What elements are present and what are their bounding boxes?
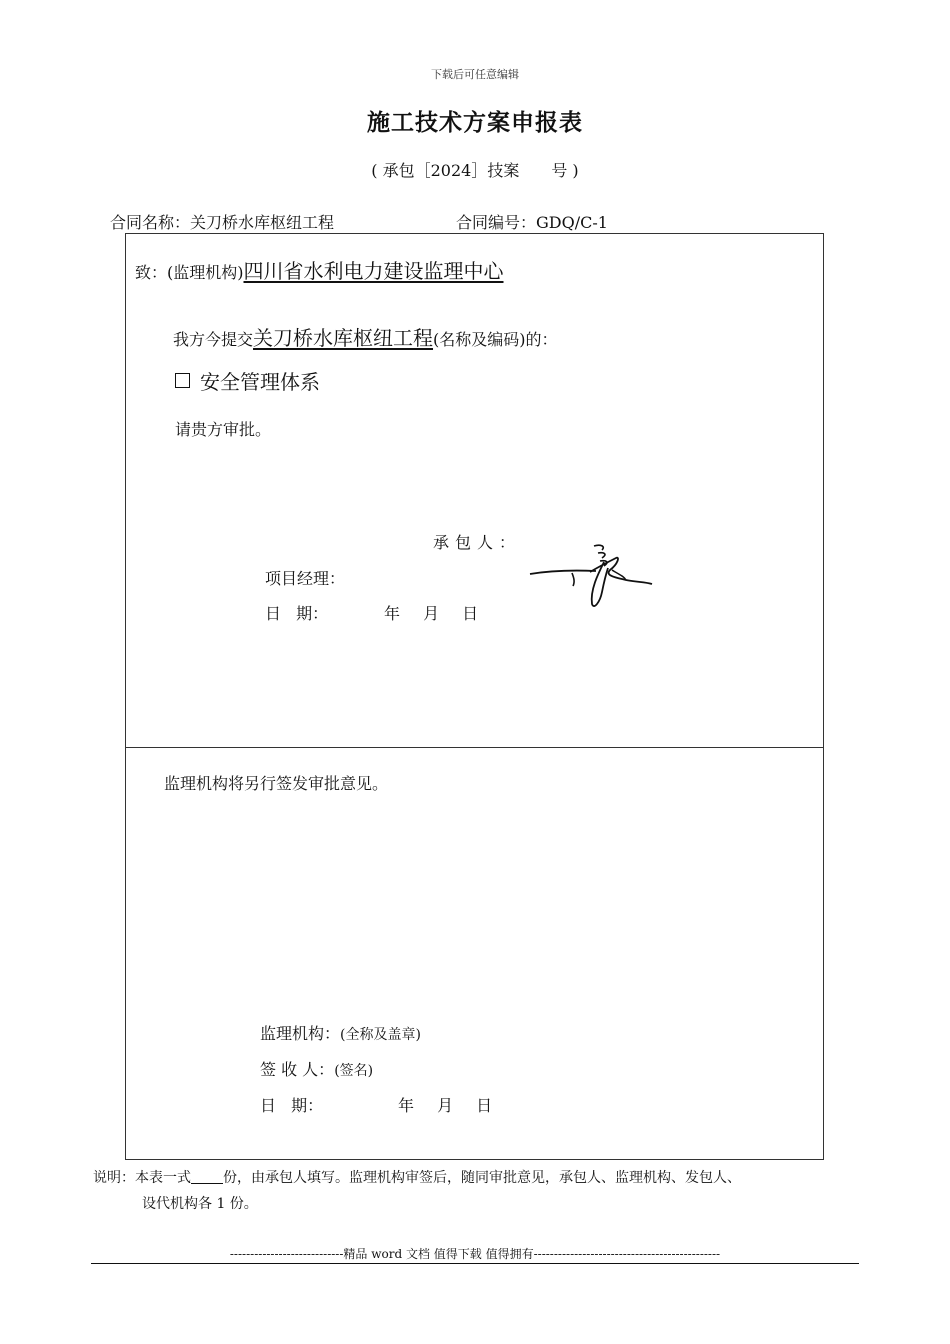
project-manager-label: 项目经理： [265,569,346,588]
note-line-1 [93,1167,741,1187]
header-note: 下载后可任意编辑 [431,68,519,81]
checkbox-label: 安全管理体系 [200,370,320,394]
contract-name [110,210,334,233]
supervisor-org-line [260,1021,421,1044]
checkbox[interactable] [175,373,190,388]
submission-suffix: (名称及编码)的： [433,330,558,349]
contract-number-value: GDQ/C-1 [536,213,608,232]
contract-number-label: 合同编号： [456,213,537,232]
signer-hint: (签名) [334,1063,374,1079]
note-prefix: 说明：本表一式 [93,1170,191,1186]
supervisor-notice: 监理机构将另行签发审批意见。 [164,774,389,793]
handwritten-signature [528,540,658,612]
request-text: 请贵方审批。 [175,420,272,439]
supervisor-org-hint: (全称及盖章) [340,1027,421,1043]
supervisor-date-fields: 年 月 日 [398,1096,493,1115]
signer-label: 签 收 人： [260,1060,335,1079]
note-line-2: 设代机构各 1 份。 [142,1196,258,1212]
submission-prefix: 我方今提交 [173,330,254,349]
footer-text: ----------------------------精品 word 文档 值得下载 值得拥有---------------------------------------------- [229,1247,721,1261]
copies-blank [191,1169,223,1184]
signer-line [260,1057,373,1080]
contractor-date-fields: 年 月 日 [384,604,479,623]
form-number: ( 承包［2024］技案 号 ) [371,161,579,180]
addressee-label: 致：(监理机构) [135,263,244,282]
section-divider [125,747,824,748]
contractor-label: 承包人： [433,533,522,552]
project-name: 关刀桥水库枢纽工程 [253,326,434,350]
contract-name-value: 关刀桥水库枢纽工程 [190,213,335,232]
contract-number [456,210,608,233]
addressee-line [135,255,504,284]
supervisor-org-label: 监理机构： [260,1024,341,1043]
footer-rule [91,1263,859,1264]
contractor-date-label: 日 期： [265,604,329,623]
note-rest: 份，由承包人填写。监理机构审签后，随同审批意见，承包人、监理机构、发包人、 [223,1170,741,1186]
safety-system-item [175,366,320,395]
supervisor-date-label: 日 期： [260,1096,324,1115]
contract-name-label: 合同名称： [110,213,191,232]
addressee-value: 四川省水利电力建设监理中心 [243,259,504,283]
page-title: 施工技术方案申报表 [367,110,583,136]
submission-line [173,322,558,351]
